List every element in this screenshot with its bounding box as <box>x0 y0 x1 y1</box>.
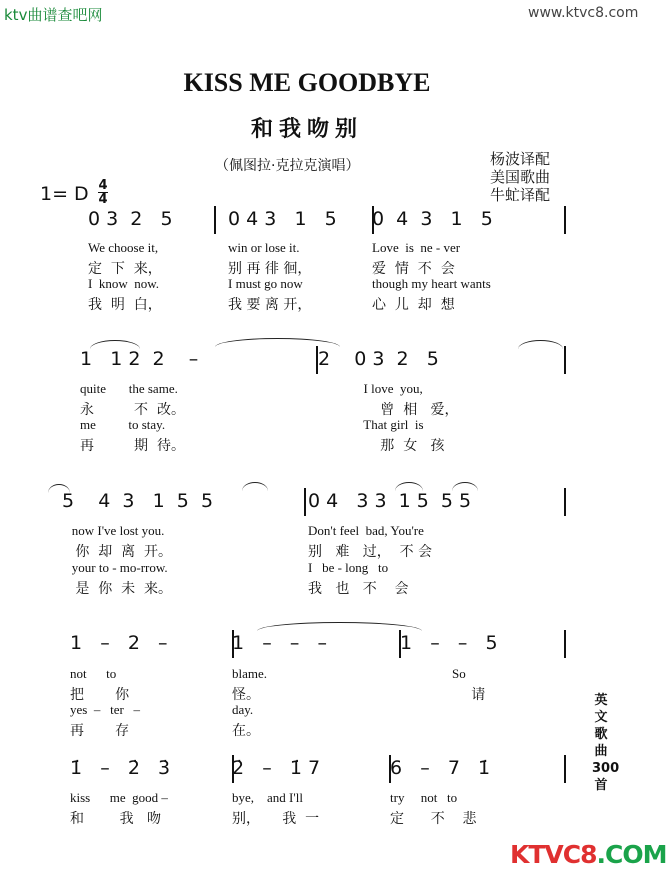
lyric-chinese: 我 明 白， <box>88 297 162 313</box>
measure-notes: 1̇ – 2̇ 3̇ <box>70 757 171 779</box>
slur <box>395 482 423 491</box>
lyric-english: So <box>400 666 466 681</box>
measure-notes: 0 4 3 1 5 <box>228 208 337 230</box>
slur <box>242 482 268 491</box>
bar-line <box>564 630 566 658</box>
measure-notes: 0 3 2 5 <box>88 208 173 230</box>
lyric-english: That girl is <box>318 417 424 432</box>
lyric-english: though my heart wants <box>372 276 491 291</box>
bar-line <box>564 346 566 374</box>
measure-notes: 1 – – – <box>232 632 327 654</box>
slur <box>452 482 478 491</box>
slur <box>48 484 70 493</box>
lyric-chinese: 把 你 <box>70 687 130 703</box>
credit-line: 牛虻译配 <box>490 186 551 204</box>
lyric-english: bye, and I'll <box>232 790 303 805</box>
slur <box>215 338 340 347</box>
credit-line: 美国歌曲 <box>490 168 551 186</box>
lyric-chinese: 在。 <box>232 723 260 739</box>
lyric-english: blame. <box>232 666 268 681</box>
lyric-chinese: 曾 相 爱， <box>318 402 459 418</box>
measure-notes: 2̇ – 1̇ 7 <box>232 757 321 779</box>
lyric-chinese: 我 要 离 开， <box>228 297 312 313</box>
lyric-chinese: 心 儿 却 想 <box>372 297 455 313</box>
measure-notes: 6 – 7 1̇ <box>390 757 491 779</box>
lyric-english: kiss me good – <box>70 790 168 805</box>
logo-part: .COM <box>596 840 667 869</box>
lyric-chinese: 别 再 徘 徊， <box>228 261 312 277</box>
lyric-chinese: 再 存 <box>70 723 130 739</box>
logo-part: KTVC8 <box>510 840 597 869</box>
lyric-chinese: 怪。 <box>232 687 260 703</box>
slur <box>257 622 422 631</box>
lyric-english: try not to <box>390 790 458 805</box>
lyric-english: I know now. <box>88 276 160 291</box>
bar-line <box>304 488 306 516</box>
performer-note: （佩图拉·克拉克演唱） <box>215 158 360 174</box>
lyric-chinese: 别 难 过， 不 会 <box>308 544 433 560</box>
time-top: 4 <box>98 178 108 193</box>
lyric-english: Don't feel bad, You're <box>308 523 424 538</box>
measure-notes: 0 4 3 3 1 5 5 5 <box>308 490 472 512</box>
lyric-chinese: 永 不 改。 <box>80 402 185 418</box>
lyric-chinese: 我 也 不 会 <box>308 581 409 597</box>
site-watermark-right: www.ktvc8.com <box>528 5 639 21</box>
measure-notes: 1 – – 5 <box>400 632 498 654</box>
bar-line <box>564 755 566 783</box>
credit-line: 杨波译配 <box>490 150 551 168</box>
time-signature <box>98 179 108 206</box>
site-watermark-left: ktv曲谱查吧网 <box>4 6 103 24</box>
lyric-chinese: 是 你 未 来。 <box>62 581 173 597</box>
lyric-english: yes – ter – <box>70 702 141 717</box>
slur <box>518 340 563 349</box>
bar-line <box>214 206 216 234</box>
lyric-english: Love is ne - ver <box>372 240 461 255</box>
lyric-english: your to - mo-rrow. <box>62 560 168 575</box>
lyric-chinese: 你 却 离 开。 <box>62 544 173 560</box>
lyric-chinese: 定 下 来， <box>88 261 162 277</box>
site-logo <box>510 840 667 869</box>
slur <box>90 340 140 349</box>
lyric-chinese: 和 我 吻 <box>70 811 161 827</box>
key-signature: 1= D <box>40 183 89 205</box>
lyric-chinese: 爱 情 不 会 <box>372 261 455 277</box>
lyric-chinese: 请 <box>400 687 486 703</box>
bar-line <box>564 488 566 516</box>
lyric-english: not to <box>70 666 117 681</box>
measure-notes: 0 4 3 1 5 <box>372 208 493 230</box>
lyric-english: I must go now <box>228 276 303 291</box>
bar-line <box>564 206 566 234</box>
book-label-vertical: 英文歌曲300首 <box>592 693 620 793</box>
lyric-english: now I've lost you. <box>62 523 165 538</box>
time-bottom: 4 <box>98 192 108 207</box>
measure-notes: 1 1 2 2 – <box>80 348 199 370</box>
lyric-english: day. <box>232 702 254 717</box>
song-title-chinese: 和我吻别 <box>250 117 363 142</box>
lyric-english: We choose it, <box>88 240 159 255</box>
lyric-english: quite the same. <box>80 381 178 396</box>
lyric-english: win or lose it. <box>228 240 300 255</box>
measure-notes: 5 4 3 1 5 5 <box>62 490 214 512</box>
lyric-chinese: 定 不 悲 <box>390 811 477 827</box>
lyric-chinese: 别， 我 一 <box>232 811 320 827</box>
lyric-chinese: 再 期 待。 <box>80 438 185 454</box>
lyric-english: I be - long to <box>308 560 389 575</box>
lyric-english: I love you, <box>318 381 423 396</box>
song-title: KISS ME GOODBYE <box>183 68 431 97</box>
lyric-chinese: 那 女 孩 <box>318 438 445 454</box>
measure-notes: 1 – 2 – <box>70 632 168 654</box>
lyric-english: me to stay. <box>80 417 166 432</box>
measure-notes: 2 0 3 2 5 <box>318 348 439 370</box>
